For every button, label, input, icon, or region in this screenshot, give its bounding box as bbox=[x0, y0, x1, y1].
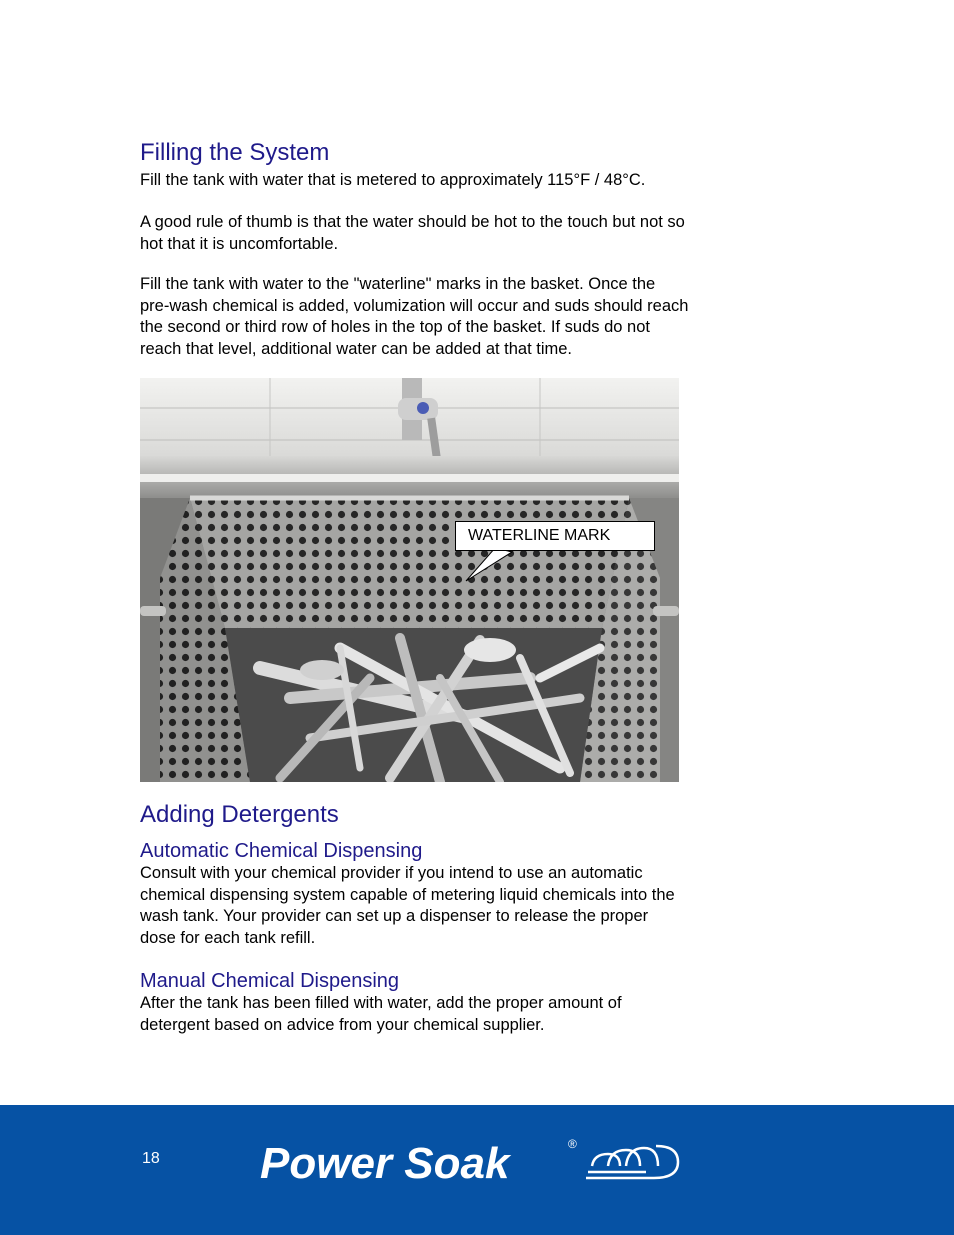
text-line: pre-wash chemical is added, volumization will occur and suds should reach bbox=[140, 296, 689, 315]
text-line: Consult with your chemical provider if you intend to use an automatic bbox=[140, 864, 643, 882]
text-line: A good rule of thumb is that the water should be hot to the touch but not so bbox=[140, 213, 685, 231]
paragraph-water-temp: Fill the tank with water that is metered to approximately 115°F / 48°C. bbox=[140, 171, 646, 189]
text-line: detergent based on advice from your chemical supplier. bbox=[140, 1015, 545, 1034]
paragraph-waterline bbox=[140, 274, 770, 360]
section-heading-filling: Filling the System bbox=[140, 139, 330, 166]
text-line: wash tank. Your provider can set up a dispenser to release the proper bbox=[140, 907, 649, 925]
text-line: Fill the tank with water to the "waterline" marks in the basket. Once the bbox=[140, 275, 656, 293]
text-line: the second or third row of holes in the top of the basket. If suds do not bbox=[140, 318, 650, 336]
section-heading-detergents: Adding Detergents bbox=[140, 801, 339, 828]
sink-basket-illustration bbox=[140, 378, 679, 782]
dish-stack-icon bbox=[586, 1146, 678, 1178]
text-line: dose for each tank refill. bbox=[140, 928, 316, 947]
text-line: reach that level, additional water can be added at that time. bbox=[140, 339, 573, 358]
paragraph-manual-dispensing bbox=[140, 993, 770, 1036]
subheading-manual-dispensing: Manual Chemical Dispensing bbox=[140, 970, 400, 992]
paragraph-rule-of-thumb bbox=[140, 212, 770, 255]
waterline-mark-callout: WATERLINE MARK bbox=[455, 521, 655, 551]
text-line: hot that it is uncomfortable. bbox=[140, 234, 339, 253]
logo-wordmark: Power Soak bbox=[260, 1139, 510, 1187]
text-line: chemical dispensing system capable of metering liquid chemicals into the bbox=[140, 885, 675, 904]
text-line: After the tank has been filled with water, add the proper amount of bbox=[140, 994, 622, 1012]
page-number: 18 bbox=[142, 1150, 160, 1167]
sink-basket-photo bbox=[140, 378, 679, 782]
power-soak-logo bbox=[258, 1132, 683, 1187]
registered-mark: ® bbox=[568, 1137, 577, 1151]
subheading-automatic-dispensing: Automatic Chemical Dispensing bbox=[140, 840, 423, 862]
paragraph-automatic-dispensing bbox=[140, 863, 770, 949]
